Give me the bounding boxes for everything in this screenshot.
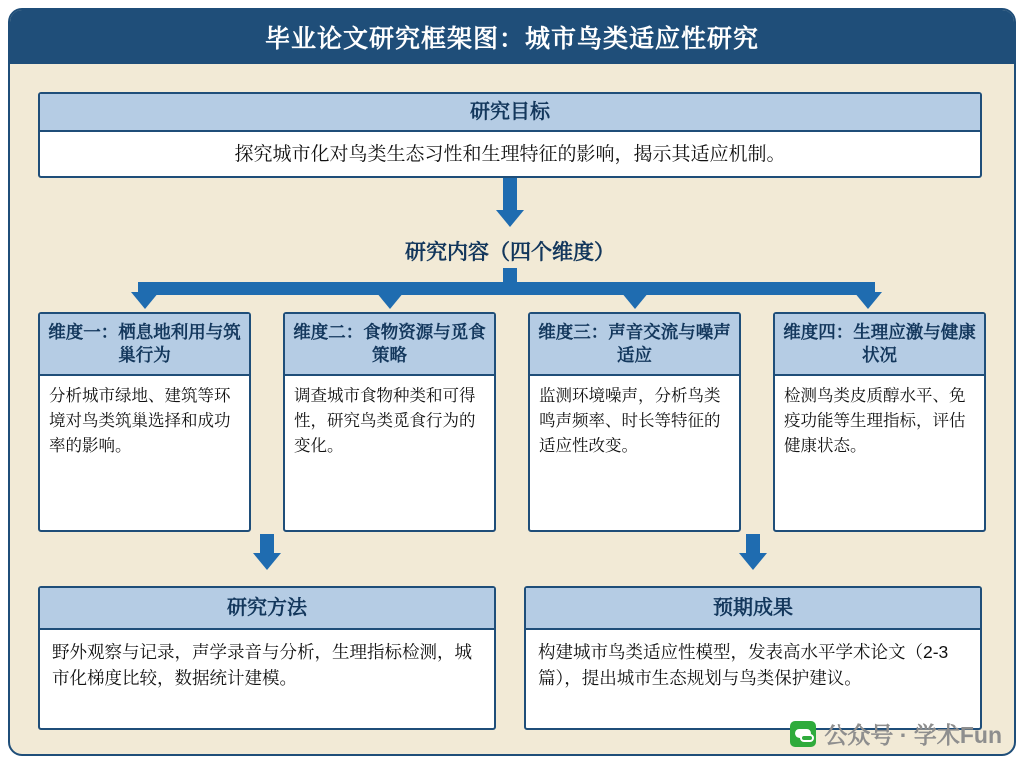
arrowhead-dim-3 — [621, 292, 649, 309]
dimension-box-2 — [283, 312, 496, 532]
watermark-text: 公众号 · 学术Fun — [824, 722, 1002, 748]
research-content-heading: 研究内容（四个维度） — [405, 241, 615, 264]
diagram-frame — [8, 8, 1016, 756]
dimension-box-4 — [773, 312, 986, 532]
research-goal-box — [38, 92, 982, 178]
arrowhead-dim-1 — [131, 292, 159, 309]
research-goal-heading: 研究目标 — [40, 94, 980, 132]
research-goal-text: 探究城市化对鸟类生态习性和生理特征的影响，揭示其适应机制。 — [234, 143, 786, 165]
expected-outcome-heading: 预期成果 — [526, 588, 980, 630]
page-title: 毕业论文研究框架图：城市鸟类适应性研究 — [10, 10, 1014, 64]
arrowhead-method — [253, 553, 281, 570]
wechat-icon — [790, 721, 816, 747]
diagram-body — [10, 64, 1014, 756]
arrowhead-goal-to-content — [496, 210, 524, 227]
expected-outcome-box — [524, 586, 982, 730]
dimension-3-text: 监测环境噪声，分析鸟类鸣声频率、时长等特征的适应性改变。 — [539, 387, 721, 455]
connector-goal-to-content — [503, 178, 517, 212]
arrowhead-dim-2 — [376, 292, 404, 309]
dimension-4-text: 检测鸟类皮质醇水平、免疫功能等生理指标，评估健康状态。 — [784, 387, 966, 455]
dimension-box-3 — [528, 312, 741, 532]
dimension-1-text: 分析城市绿地、建筑等环境对鸟类筑巢选择和成功率的影响。 — [49, 387, 231, 455]
expected-outcome-text: 构建城市鸟类适应性模型，发表高水平学术论文（2-3篇），提出城市生态规划与鸟类保护建议。 — [538, 642, 949, 689]
dimension-box-1 — [38, 312, 251, 532]
research-method-heading: 研究方法 — [40, 588, 494, 630]
connector-branch-bar — [138, 282, 875, 295]
watermark — [790, 717, 1002, 750]
dimension-1-heading: 维度一：栖息地利用与筑巢行为 — [40, 314, 249, 376]
research-method-text: 野外观察与记录，声学录音与分析，生理指标检测，城市化梯度比较，数据统计建模。 — [52, 642, 472, 689]
arrowhead-outcome — [739, 553, 767, 570]
dimension-4-heading: 维度四：生理应激与健康状况 — [775, 314, 984, 376]
dimension-2-heading: 维度二：食物资源与觅食策略 — [285, 314, 494, 376]
arrowhead-dim-4 — [854, 292, 882, 309]
research-method-box — [38, 586, 496, 730]
dimension-3-heading: 维度三：声音交流与噪声适应 — [530, 314, 739, 376]
dimension-2-text: 调查城市食物种类和可得性，研究鸟类觅食行为的变化。 — [294, 387, 476, 455]
